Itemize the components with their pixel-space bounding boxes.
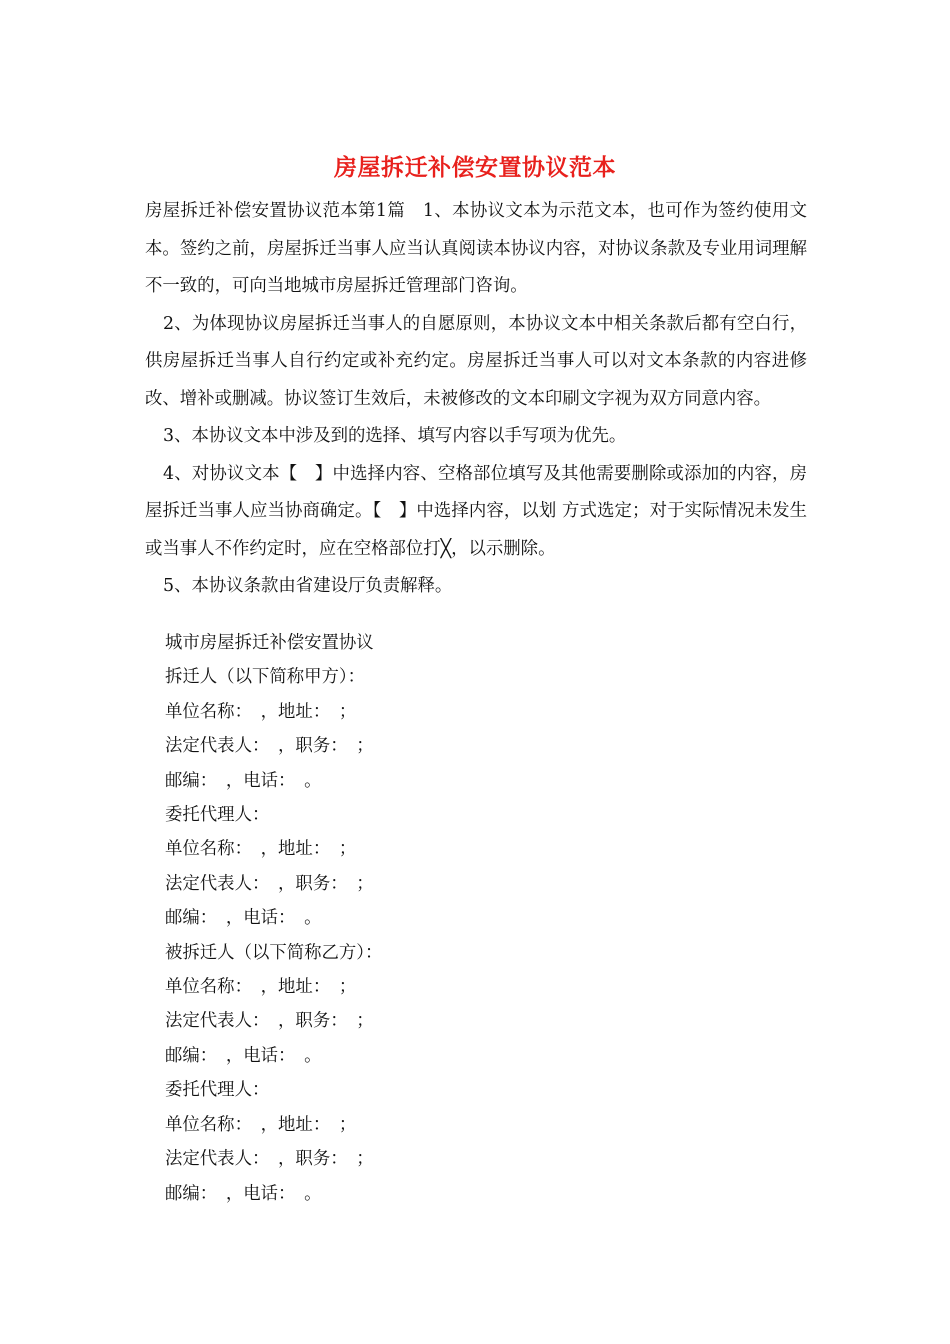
field-line: 单位名称： ，地址： ； xyxy=(165,977,357,998)
paragraph-2: 2、为体现协议房屋拆迁当事人的自愿原则，本协议文本中相关条款后都有空白行，供房屋拆迁当事人自行约定或补充约定。房屋拆迁当事人可以对文本条款的内容进修改、增补或删减。协议签订生效后，未被修改的文本印刷文字视为双方同意内容。 xyxy=(145,313,807,409)
field-line: 邮编： ，电话： 。 xyxy=(165,908,322,929)
paragraph-5: 5、本协议条款由省建设厅负责解释。 xyxy=(163,576,453,596)
paragraph-1: 房屋拆迁补偿安置协议范本第1篇 1、本协议文本为示范文本，也可作为签约使用文本。签约之前，房屋拆迁当事人应当认真阅读本协议内容，对协议条款及专业用词理解不一致的，可向当地城市房屋拆迁管理部门咨询。 xyxy=(145,201,807,296)
paragraph-3: 3、本协议文本中涉及到的选择、填写内容以手写项为优先。 xyxy=(163,426,627,446)
agreement-heading: 城市房屋拆迁补偿安置协议 xyxy=(165,633,374,653)
document-title: 房屋拆迁补偿安置协议范本 xyxy=(334,154,616,181)
field-line: 邮编： ，电话： 。 xyxy=(165,770,322,791)
agent-heading: 委托代理人： xyxy=(165,1080,270,1101)
field-line: 邮编： ，电话： 。 xyxy=(165,1045,322,1066)
field-line: 法定代表人： ，职务： ； xyxy=(165,873,374,894)
field-line: 法定代表人： ，职务： ； xyxy=(165,1011,374,1032)
agreement-fields xyxy=(165,626,785,1211)
field-line: 法定代表人： ，职务： ； xyxy=(165,736,374,757)
field-line: 单位名称： ，地址： ； xyxy=(165,701,357,722)
party-b-heading: 被拆迁人（以下简称乙方）： xyxy=(165,942,383,963)
agent-heading: 委托代理人： xyxy=(165,805,270,826)
field-line: 邮编： ，电话： 。 xyxy=(165,1183,322,1204)
field-line: 法定代表人： ，职务： ； xyxy=(165,1149,374,1170)
document-body xyxy=(145,193,807,606)
party-a-heading: 拆迁人（以下简称甲方）： xyxy=(165,667,365,688)
field-line: 单位名称： ，地址： ； xyxy=(165,839,357,860)
paragraph-4: 4、对协议文本【 】中选择内容、空格部位填写及其他需要删除或添加的内容，房屋拆迁当事人应当协商确定。【 】中选择内容，以划 方式选定；对于实际情况未发生或当事人不作约定时，应在空格部位打╳，以示删除。 xyxy=(145,463,807,559)
field-line: 单位名称： ，地址： ； xyxy=(165,1114,357,1135)
